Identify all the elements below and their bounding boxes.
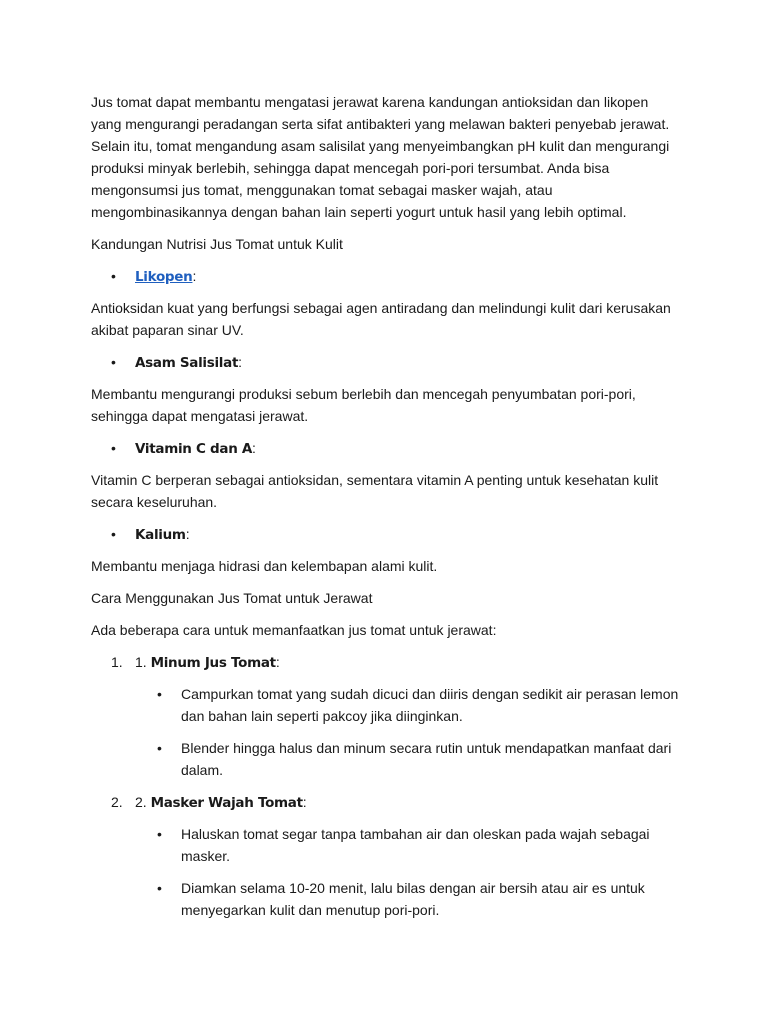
- nutrient-desc-kalium: Membantu menjaga hidrasi dan kelembapan alami kulit.: [91, 558, 438, 574]
- method-item-masker: [91, 791, 681, 813]
- colon: :: [238, 354, 242, 370]
- colon: :: [275, 654, 280, 670]
- colon: :: [302, 794, 307, 810]
- section-heading-usage: Cara Menggunakan Jus Tomat untuk Jerawat: [91, 590, 373, 606]
- list-number: 1.: [111, 654, 123, 670]
- method-term: Minum Jus Tomat: [150, 655, 276, 671]
- nutrient-term: Kalium: [135, 527, 186, 543]
- usage-intro: Ada beberapa cara untuk memanfaatkan jus tomat untuk jerawat:: [91, 622, 497, 638]
- method-term: Masker Wajah Tomat: [150, 795, 303, 811]
- nutrient-desc-asam-salisilat: Membantu mengurangi produksi sebum berlebih dan mencegah penyumbatan pori-pori, sehingga dapat mengatasi jerawat.: [91, 386, 636, 424]
- intro-paragraph: Jus tomat dapat membantu mengatasi jerawat karena kandungan antioksidan dan likopen yang mengurangi peradangan serta sifat antibakteri yang melawan bakteri penyebab jerawat. Selain itu, tomat mengandung asam salisilat yang menyeimbangkan pH kulit dan mengurangi produksi minyak berlebih, sehingga dapat mencegah pori-pori tersumbat. Anda bisa mengonsumsi jus tomat, menggunakan tomat sebagai masker wajah, atau mengombinasikannya dengan bahan lain seperti yogurt untuk hasil yang lebih optimal.: [91, 94, 670, 220]
- method-step: • Diamkan selama 10-20 menit, lalu bilas dengan air bersih atau air es untuk menyegarkan kulit dan menutup pori-pori.: [91, 877, 681, 921]
- nutrient-desc-likopen: Antioksidan kuat yang berfungsi sebagai agen antiradang dan melindungi kulit dari kerusakan akibat paparan sinar UV.: [91, 300, 671, 338]
- nutrient-term: Vitamin C dan A: [135, 441, 253, 457]
- colon: :: [252, 440, 256, 456]
- nutrient-item-likopen: [91, 265, 681, 287]
- nutrient-term: Asam Salisilat: [135, 355, 239, 371]
- document-page: [91, 91, 681, 931]
- section-heading-nutrients: Kandungan Nutrisi Jus Tomat untuk Kulit: [91, 236, 343, 252]
- nutrient-desc-vitamin: Vitamin C berperan sebagai antioksidan, sementara vitamin A penting untuk kesehatan kulit secara keseluruhan.: [91, 472, 659, 510]
- colon: :: [192, 268, 197, 284]
- method-item-minum: [91, 651, 681, 673]
- likopen-link[interactable]: Likopen: [135, 269, 193, 285]
- colon: :: [185, 526, 190, 542]
- method-step: • Haluskan tomat segar tanpa tambahan air dan oleskan pada wajah sebagai masker.: [91, 823, 681, 867]
- method-step: • Blender hingga halus dan minum secara rutin untuk mendapatkan manfaat dari dalam.: [91, 737, 681, 781]
- list-number: 2.: [111, 794, 123, 810]
- nutrient-item-asam-salisilat: [91, 351, 681, 373]
- method-prefix: 1.: [135, 654, 147, 670]
- method-prefix: 2.: [135, 794, 147, 810]
- nutrient-item-kalium: [91, 523, 681, 545]
- nutrient-item-vitamin: [91, 437, 681, 459]
- method-step: • Campurkan tomat yang sudah dicuci dan diiris dengan sedikit air perasan lemon dan bahan lain seperti pakcoy jika diinginkan.: [91, 683, 681, 727]
